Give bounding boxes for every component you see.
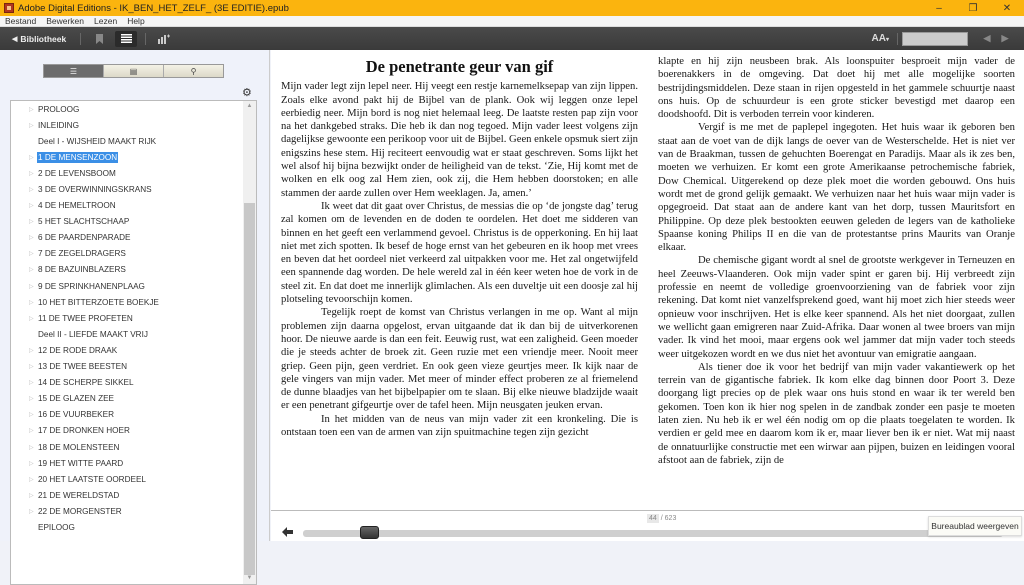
toolbar <box>0 27 1024 50</box>
bookmark-icon[interactable] <box>89 31 109 47</box>
toc-icon: ☰ <box>69 66 78 76</box>
expand-arrow-icon[interactable]: ▷ <box>29 396 34 403</box>
toolbar-divider <box>145 33 146 45</box>
page-slider[interactable] <box>303 530 1003 537</box>
toc-item[interactable] <box>11 246 244 262</box>
toc-item[interactable] <box>11 181 244 197</box>
toc-item-label: 9 DE SPRINKHANENPLAAG <box>38 281 145 291</box>
expand-arrow-icon[interactable]: ▷ <box>29 444 34 451</box>
expand-arrow-icon[interactable]: ▷ <box>29 170 34 177</box>
expand-arrow-icon[interactable]: ▷ <box>29 219 34 226</box>
app-logo-icon <box>4 3 14 13</box>
font-size-label: AA <box>871 33 886 44</box>
toc-item[interactable] <box>11 101 244 117</box>
menu-bewerken[interactable]: Bewerken <box>46 15 85 26</box>
library-label: Bibliotheek <box>20 33 67 44</box>
toc-item[interactable] <box>11 439 244 455</box>
toc-item[interactable] <box>11 117 244 133</box>
tooltip: Bureaublad weergeven <box>928 516 1022 536</box>
left-page <box>281 56 638 439</box>
toc-item-label: 13 DE TWEE BEESTEN <box>38 362 128 372</box>
toc-item[interactable] <box>11 326 244 342</box>
paragraph: Tegelijk roept de komst van Christus verlangen in me op. Want al mijn problemen zijn daarna opgelost, ervan uitgaande dat ik dan bij de uitverkorenen hoor. De nieuwe aarde is dan een feit. Eeuwig rust, wat een zaligheid. Geen moeder die je steeds achter de broek zit. Geen ruzie met een vriendje meer. Nooit meer griep. Geen pijn, geen verdriet. En ook geen vieze geurtjes meer. Ik kijk naar de gele vingers van mijn vader. Met meer of minder effect proberen ze al friemelend de dunne blaadjes van het bijbelpapier om te slaan. Bij elke nieuwe bladzijde waait er een penetrant gifgeurtje over de tafel heen. Mijn neusgaten jeuken ervan. <box>281 307 638 412</box>
library-button[interactable] <box>0 34 66 44</box>
minimize-button[interactable]: – <box>936 2 942 14</box>
expand-arrow-icon[interactable]: ▷ <box>29 283 34 290</box>
expand-arrow-icon[interactable]: ▷ <box>29 412 34 419</box>
toc-item-label: PROLOOG <box>38 104 80 114</box>
toc-item-label: 12 DE RODE DRAAK <box>38 345 118 355</box>
toc-item-label: 3 DE OVERWINNINGSKRANS <box>38 185 152 195</box>
sidebar-tab-group <box>43 64 224 78</box>
right-page <box>658 55 1015 467</box>
toc-item[interactable] <box>11 165 244 181</box>
toc-item-label: 14 DE SCHERPE SIKKEL <box>38 378 134 388</box>
expand-arrow-icon[interactable]: ▷ <box>29 460 34 467</box>
expand-arrow-icon[interactable]: ▷ <box>29 235 34 242</box>
expand-arrow-icon[interactable]: ▷ <box>29 364 34 371</box>
toc-item-label: INLEIDING <box>38 120 79 130</box>
toc-item-label: 6 DE PAARDENPARADE <box>38 233 131 243</box>
font-size-button[interactable] <box>872 33 889 44</box>
window-controls <box>922 0 1024 16</box>
menu-bestand[interactable]: Bestand <box>5 15 37 26</box>
table-of-contents <box>10 100 257 585</box>
toc-item[interactable] <box>11 294 244 310</box>
gear-icon[interactable]: ⚙ <box>242 87 252 99</box>
toc-item-label: 8 DE BAZUINBLAZERS <box>38 265 126 275</box>
toc-item-label: 5 HET SLACHTSCHAAP <box>38 217 130 227</box>
paragraph: In het midden van de neus van mijn vader zit een kronkeling. Die is ontstaan toen een van de armen van zijn spuitmachine tegen zijn gezicht <box>281 413 638 439</box>
toc-item[interactable] <box>11 487 244 503</box>
toc-item-label: EPILOOG <box>38 522 75 532</box>
toc-item-label: 22 DE MORGENSTER <box>38 506 122 516</box>
toc-item[interactable] <box>11 262 244 278</box>
toc-item[interactable] <box>11 149 244 165</box>
back-arrow-icon[interactable] <box>282 527 293 540</box>
search-icon: ⚲ <box>190 66 197 76</box>
chevron-down-icon: ▾ <box>885 37 889 43</box>
toc-item-label: 11 DE TWEE PROFETEN <box>38 313 133 323</box>
menu-lezen[interactable]: Lezen <box>94 15 118 26</box>
paragraph: Als tiener doe ik voor het bedrijf van mijn vader vakantiewerk op het terrein van de gigantische fabriek. Ik kom elke dag binnen door Poort 3. Deze doorgang ligt precies op de plek waar ons huis stond en waar ik ter wereld ben gekomen. Toen kon ik hier nog spelen in de zandbak zonder een pasje te moeten laten zien. Nu heb ik er wel één nodig om op die plaats toegelaten te worden. Ik verdien er geld mee en daarom kom ik er, maar liever ben ik er niet. Wat mij naast de onnatuurlijke constructie met een wirwar aan pijpen, buizen en leidingen vooral afstoot aan de fabriek, zijn de <box>658 361 1015 466</box>
expand-arrow-icon[interactable]: ▷ <box>29 476 34 483</box>
scroll-up-icon[interactable]: ▲ <box>246 103 253 109</box>
toc-item[interactable] <box>11 342 244 358</box>
page-indicator <box>647 515 676 522</box>
toc-item[interactable] <box>11 471 244 487</box>
paragraph: Mijn vader legt zijn lepel neer. Hij veegt een restje karnemelksepap van zijn lippen. Zoals elke avond pakt hij de Bijbel van de plank. Ook wij leggen onze lepel eerbiedig neer. Mijn bord is nog niet helemaal leeg. De laatste resten pap zijn voor na het dankgebed straks. Die heb ik dan nog tegoed. Mijn vader leest volgens zijn dagelijkse gewoonte een perikoop voor uit de Bijbel. Geen enkele opsmuk siert zijn enigszins hese stem. Hij reciteert eenvoudig wat er staat geschreven. Soms lijkt het wel alsof hij bijna bezwijkt onder de heiligheid van de tekst. ‘Zie, Hij komt met de wolken en elk oog zal Hem zien, ook zij, die Hem hebben doorstoken; en alle stammen der aarde zullen over Hem weeklagen. Ja, amen.’ <box>281 81 638 199</box>
toc-item-label: Deel II - LIEFDE MAAKT VRIJ <box>38 329 148 339</box>
expand-arrow-icon[interactable]: ▷ <box>29 347 34 354</box>
toc-scrollbar[interactable] <box>243 101 256 584</box>
menu-help[interactable]: Help <box>127 15 145 26</box>
left-page-text <box>281 80 638 439</box>
expand-arrow-icon[interactable]: ▷ <box>29 106 34 113</box>
toolbar-divider <box>80 33 81 45</box>
chapter-title: De penetrante geur van gif <box>365 57 554 76</box>
paragraph: Ik weet dat dit gaat over Christus, de messias die op ‘de jongste dag’ terug zal komen om de levenden en de doden te oordelen. Het doet me sidderen van binnen en het geeft een verlammend gevoel. Christus is de opperkoning. En hij laat niet met zich spotten. Ik besef de hoge ernst van het gebeuren en ik hoop met vrees en beven dat het oordeel niet verkeerd zal uitpakken voor me. Het zal ongetwijfeld een spannende dag worden. De hele wereld zal in één keer weten hoe de vork in de steel zit. En dat doet me innerlijk glimlachen. Als een duveltje uit een doosje zal hij plotseling tevoorschijn komen. <box>281 200 638 306</box>
toc-item[interactable] <box>11 310 244 326</box>
toc-item-label: 18 DE MOLENSTEEN <box>38 442 120 452</box>
close-button[interactable]: ✕ <box>1002 2 1012 14</box>
back-triangle-icon: ◀ <box>12 35 18 43</box>
next-page-button[interactable]: ▶ <box>1001 33 1009 43</box>
toc-item[interactable] <box>11 230 244 246</box>
previous-page-button[interactable]: ◀ <box>983 33 991 43</box>
expand-arrow-icon[interactable]: ▷ <box>29 428 34 435</box>
expand-arrow-icon[interactable]: ▷ <box>29 154 34 161</box>
toc-item[interactable] <box>11 214 244 230</box>
maximize-button[interactable]: ❐ <box>968 2 978 14</box>
page-slider-thumb[interactable] <box>360 526 379 539</box>
bookmarks-icon: ▤ <box>129 66 138 76</box>
toc-item-label: 1 DE MENSENZOON <box>38 152 118 162</box>
toolbar-divider <box>897 33 898 45</box>
toc-list-icon[interactable] <box>115 31 137 47</box>
expand-arrow-icon[interactable]: ▷ <box>29 267 34 274</box>
expand-arrow-icon[interactable]: ▷ <box>29 203 34 210</box>
paragraph: klapte en hij zijn neusbeen brak. Als loonspuiter besproeit mijn vader de boerenakkers in de omgeving. Dat doet hij met alle mogelijke soorten bestrijdingsmiddelen. Deze staan in rijen opgesteld in het gammele schuurtje naast ons huis. Op de schuurdeur is een grote sticker bevestigd met daarop een doodshoofd. Dit is verboden terrein voor kinderen. <box>658 56 1015 121</box>
reading-pane <box>271 50 1024 511</box>
toc-item[interactable] <box>11 198 244 214</box>
tab-bookmarks[interactable] <box>104 65 164 77</box>
toc-item[interactable] <box>11 391 244 407</box>
bar-chart-icon[interactable] <box>154 31 174 47</box>
title-bar <box>0 0 1024 16</box>
sidebar <box>0 50 270 581</box>
toc-item[interactable] <box>11 375 244 391</box>
page-navigation-input[interactable] <box>902 32 968 46</box>
menu-bar <box>0 16 1024 27</box>
expand-arrow-icon[interactable]: ▷ <box>29 251 34 258</box>
toc-item-label: 4 DE HEMELTROON <box>38 201 116 211</box>
toc-item-label: 15 DE GLAZEN ZEE <box>38 394 114 404</box>
total-pages: 623 <box>664 515 677 522</box>
toc-item-label: 16 DE VUURBEKER <box>38 410 114 420</box>
toc-list <box>11 101 244 536</box>
expand-arrow-icon[interactable]: ▷ <box>29 187 34 194</box>
toc-item-label: 17 DE DRONKEN HOER <box>38 426 130 436</box>
paragraph: De chemische gigant wordt al snel de grootste werkgever in Terneuzen en heel Zeeuws-Vlaanderen. Ook mijn vader spint er garen bij. Hij verbreedt zijn professie en neemt de volledige groenvoorziening van de fabriek voor zijn rekening. Dat komt niet vanzelfsprekend goed, want hij moet zich hier steeds weer opnieuw voor inschrijven. Het is elke keer spannend. Als het niet doorgaat, zullen we wellicht gaan emigreren naar Zuid-Afrika. Daar wonen al twee broers van mijn vader. Ik vind het mooi, maar ergens ook wel jammer dat mijn vader toch steeds weer uitgekozen wordt en we dus niet het avontuur van emigratie aangaan. <box>658 255 1015 360</box>
toc-item-label: 2 DE LEVENSBOOM <box>38 168 116 178</box>
scrollbar-thumb[interactable] <box>244 203 255 575</box>
expand-arrow-icon[interactable]: ▷ <box>29 380 34 387</box>
expand-arrow-icon[interactable]: ▷ <box>29 315 34 322</box>
toc-item[interactable] <box>11 455 244 471</box>
toolbar-right <box>872 27 1024 50</box>
tab-search[interactable] <box>164 65 223 77</box>
toc-item-label: Deel I - WIJSHEID MAAKT RIJK <box>38 136 157 146</box>
expand-arrow-icon[interactable]: ▷ <box>29 299 34 306</box>
toc-item[interactable] <box>11 407 244 423</box>
bottom-bar <box>271 511 1024 541</box>
toc-item-label: 20 HET LAATSTE OORDEEL <box>38 474 146 484</box>
toc-item[interactable] <box>11 359 244 375</box>
expand-arrow-icon[interactable]: ▷ <box>29 122 34 129</box>
toc-item[interactable] <box>11 503 244 519</box>
toc-item-label: 21 DE WERELDSTAD <box>38 490 120 500</box>
tab-toc[interactable] <box>44 65 104 77</box>
toc-item[interactable] <box>11 278 244 294</box>
toc-item-label: 19 HET WITTE PAARD <box>38 458 124 468</box>
current-page: 44 <box>649 515 657 522</box>
right-page-text <box>658 55 1015 467</box>
toc-item-label: 7 DE ZEGELDRAGERS <box>38 249 126 259</box>
page-separator: / <box>660 515 663 522</box>
scroll-down-icon[interactable]: ▼ <box>246 575 253 581</box>
paragraph: Vergif is me met de paplepel ingegoten. Het huis waar ik geboren ben staat aan de voet van de dijk langs de oever van de Westerschelde. Het is niet ver van de Braakman, tussen de gehuchten Boerengat en Paradijs. Maar als ik zes ben, moeten we verhuizen. Er komt een grote Amerikaanse petrochemische fabriek, Dow Chemical. Uitgerekend op deze plek moet die worden gebouwd. Ons huis wordt met de grond gelijk gemaakt. We verhuizen naar het huis waar mijn vader is opgegroeid. Dat staat aan de andere kant van het dorp, tussen Mauritsfort en Philippine. Op deze plek bestookten eeuwen geleden de legers van de katholieke Spaanse koning Philips II en die van de protestantse prins Maurits van Oranje elkaar. <box>658 122 1015 254</box>
toc-item[interactable] <box>11 133 244 149</box>
toc-item-label: 10 HET BITTERZOETE BOEKJE <box>38 297 159 307</box>
toc-item[interactable] <box>11 423 244 439</box>
toc-item[interactable] <box>11 519 244 535</box>
expand-arrow-icon[interactable]: ▷ <box>29 492 34 499</box>
expand-arrow-icon[interactable]: ▷ <box>29 508 34 515</box>
window-title: Adobe Digital Editions - IK_BEN_HET_ZELF_ (3E EDITIE).epub <box>18 2 289 14</box>
